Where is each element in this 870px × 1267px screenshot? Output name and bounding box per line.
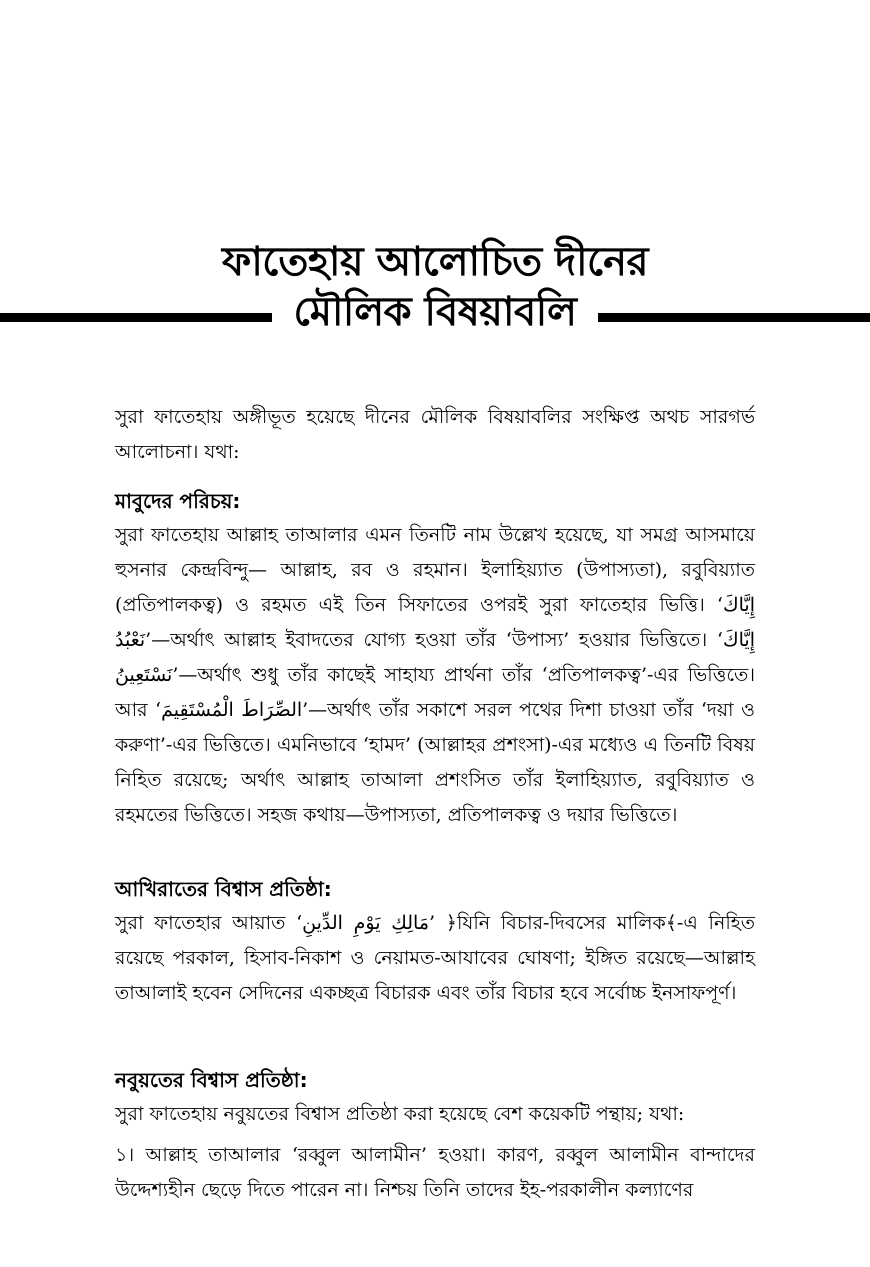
section-heading-mabud: মাবুদের পরিচয়:	[115, 489, 241, 513]
list-item-point-1: ১। আল্লাহ তাআলার ‘রব্বুল আলামীন’ হওয়া। কারণ, রব্বুল আলামীন বান্দাদের উদ্দেশ্যহীন ছেড়ে দিতে পারেন না। নিশ্চয় তিনি তাদের ইহ-পরকালীন কল্যাণের	[115, 1144, 755, 1201]
section-heading-nabuwat: নবুয়তের বিশ্বাস প্রতিষ্ঠা:	[115, 1068, 308, 1092]
section-body-nabuwat: সুরা ফাতেহায় নবুয়তের বিশ্বাস প্রতিষ্ঠা করা হয়েছে বেশ কয়েকটি পন্থায়; যথা:	[115, 1103, 685, 1125]
intro-paragraph: সুরা ফাতেহায় অঙ্গীভূত হয়েছে দীনের মৌলিক বিষয়াবলির সংক্ষিপ্ত অথচ সারগর্ভ আলোচনা। যথা:	[115, 406, 755, 463]
section-heading-akhirat: আখিরাতের বিশ্বাস প্রতিষ্ঠা:	[115, 877, 332, 901]
section-body-akhirat: সুরা ফাতেহার আয়াত ‘مَالِكِ يَوْمِ الدِّينِ’ ﴿যিনি বিচার-দিবসের মালিক﴾-এ নিহিত রয়েছে পরকাল, হিসাব-নিকাশ ও নেয়ামত-আযাবের ঘোষণা; ইঙ্গিত রয়েছে—আল্লাহ তাআলাই হবেন সেদিনের একচ্ছত্র বিচারক এবং তাঁর বিচার হবে সর্বোচ্চ ইনসাফপূর্ণ।	[115, 912, 755, 1004]
page-title-line-2: মৌলিক বিষয়াবলি	[293, 289, 577, 335]
section-mabud	[115, 484, 755, 833]
title-rule-left	[0, 313, 272, 322]
section-akhirat	[115, 872, 755, 1011]
section-body-mabud: সুরা ফাতেহায় আল্লাহ তাআলার এমন তিনটি নাম উল্লেখ হয়েছে, যা সমগ্র আসমায়ে হুসনার কেন্দ্রবিন্দু— আল্লাহ, রব ও রহমান। ইলাহিয়্যাত (উপাস্যতা), রবুবিয়্যাত (প্রতিপালকত্ব) ও রহমত এই তিন সিফাতের ওপরই সুরা ফাতেহার ভিত্তি। ‘إِيَّاكَ نَعْبُدُ’—অর্থাৎ আল্লাহ ইবাদতের যোগ্য হওয়া তাঁর ‘উপাস্য’ হওয়ার ভিত্তিতে। ‘إِيَّاكَ نَسْتَعِينُ’—অর্থাৎ শুধু তাঁর কাছেই সাহায্য প্রার্থনা তাঁর ‘প্রতিপালকত্ব’-এর ভিত্তিতে। আর ‘الصِّرَاطَ الْمُسْتَقِيمَ’—অর্থাৎ তাঁর সকাশে সরল পথের দিশা চাওয়া তাঁর ‘দয়া ও করুণা’-এর ভিত্তিতে। এমনিভাবে ‘হামদ’ (আল্লাহর প্রশংসা)-এর মধ্যেও এ তিনটি বিষয় নিহিত রয়েছে; অর্থাৎ আল্লাহ তাআলা প্রশংসিত তাঁর ইলাহিয়্যাত, রবুবিয়্যাত ও রহমতের ভিত্তিতে। সহজ কথায়—উপাস্যতা, প্রতিপালকত্ব ও দয়ার ভিত্তিতে।	[115, 524, 755, 826]
section-nabuwat	[115, 1063, 755, 1208]
intro-block	[115, 400, 755, 470]
page-title-line-1: ফাতেহায় আলোচিত দীনের	[221, 239, 649, 285]
title-rule-right	[598, 313, 870, 322]
